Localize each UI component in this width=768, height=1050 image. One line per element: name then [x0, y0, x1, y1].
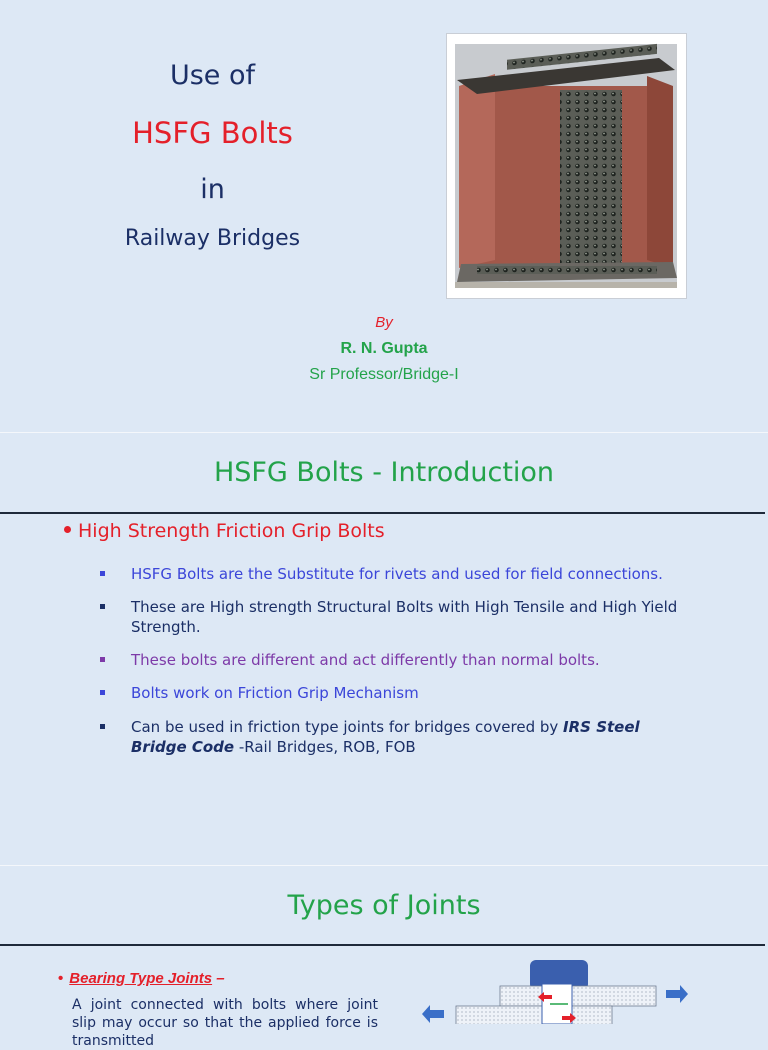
square-bullet-icon	[100, 571, 105, 576]
bullet-text	[131, 717, 691, 757]
arrow-left-icon	[422, 1005, 444, 1023]
bullet-text-tail: -Rail Bridges, ROB, FOB	[234, 738, 416, 756]
square-bullet-icon	[100, 690, 105, 695]
title-line-hsfg-bolts: HSFG Bolts	[132, 116, 293, 150]
bearing-type-description: A joint connected with bolts where joint slip may occur so that the applied force is transmitted	[72, 997, 378, 1049]
bullet-text: Bolts work on Friction Grip Mechanism	[131, 684, 419, 702]
bridge-girder-photo	[446, 33, 687, 299]
bullet-text-lead: Can be used in friction type joints for bridges covered by	[131, 718, 564, 736]
types-of-joints-slide	[0, 866, 768, 1049]
heading-bullet	[64, 520, 385, 542]
bridge-girder-illustration	[447, 34, 686, 298]
bullet-dot-icon: •	[58, 970, 64, 987]
slide-title: Types of Joints	[287, 890, 481, 921]
introduction-slide	[0, 433, 768, 865]
author-designation: Sr Professor/Bridge-I	[309, 366, 459, 383]
bearing-type-bullet	[58, 970, 225, 987]
title-line-railway-bridges: Railway Bridges	[124, 226, 301, 251]
bearing-type-label: Bearing Type Joints	[69, 970, 213, 987]
title-line-in: in	[200, 174, 225, 205]
title-slide	[0, 0, 768, 432]
square-bullet-icon	[100, 604, 105, 609]
bearing-joint-diagram	[420, 954, 720, 1024]
slide-title: HSFG Bolts - Introduction	[213, 457, 555, 488]
title-rule	[0, 944, 765, 946]
bearing-type-dash: –	[212, 970, 225, 987]
arrow-right-icon	[666, 985, 688, 1003]
square-bullet-icon	[100, 724, 105, 729]
heading-text: High Strength Friction Grip Bolts	[78, 520, 385, 542]
author-name: R. N. Gupta	[340, 340, 428, 357]
square-bullet-icon	[100, 657, 105, 662]
bullet-dot-icon	[64, 526, 71, 533]
by-label: By	[375, 314, 393, 331]
title-line-use-of: Use of	[169, 60, 256, 91]
bullet-text: These are High strength Structural Bolts with High Tensile and High Yield Strength.	[131, 598, 678, 636]
bullet-text: HSFG Bolts are the Substitute for rivets and used for field connections.	[131, 565, 663, 583]
title-rule	[0, 512, 765, 514]
code-reference: IRS Steel Bridge Code	[131, 718, 640, 756]
bullet-text: These bolts are different and act differently than normal bolts.	[131, 651, 600, 669]
